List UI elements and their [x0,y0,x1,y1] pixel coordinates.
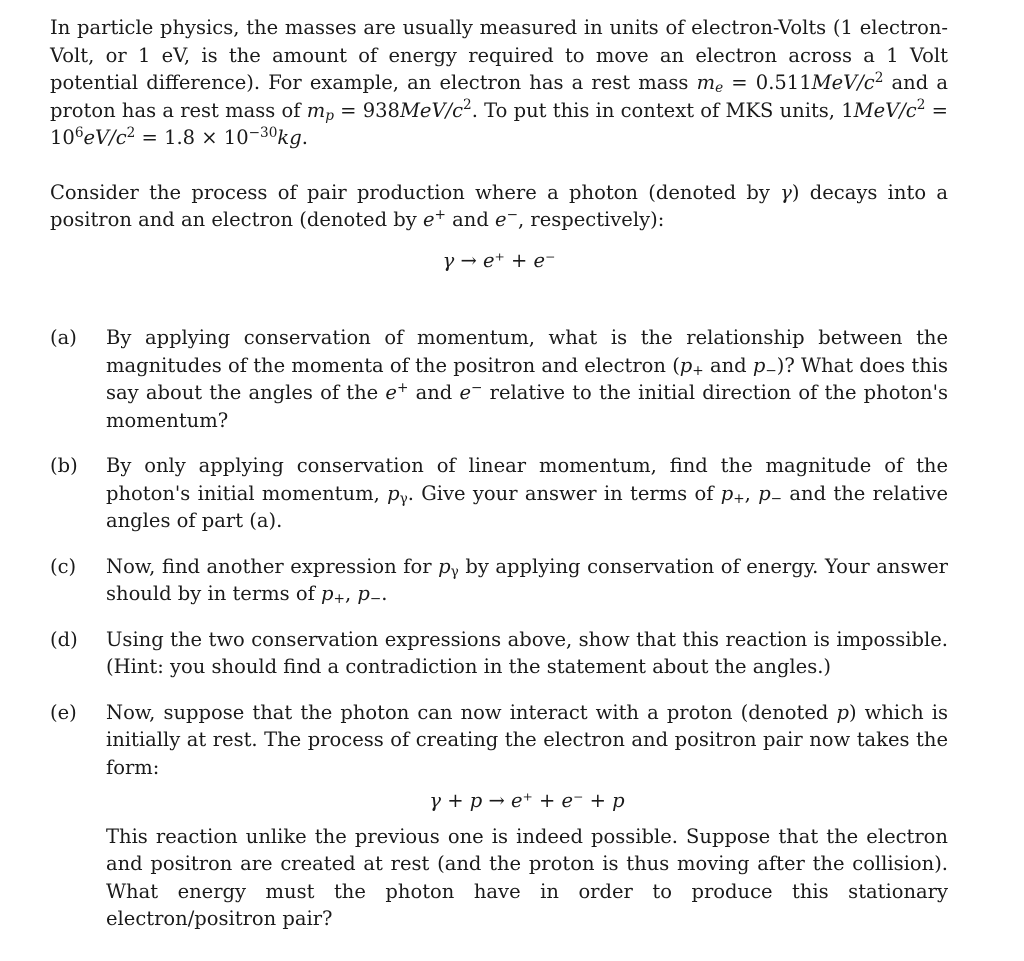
intro-text-3: . To put this in context of MKS units, 1 [471,98,854,122]
question-label: (d) [50,627,78,651]
gamma-symbol: γ [780,180,792,204]
equation-pair-production: γ → e⁺ + e⁻ [442,248,556,272]
conversion-kg: kg [277,126,302,149]
question-c: (c) Now, find another expression for $p_\gamma$ by applying conservation of energy. Your answer should by in terms of $p_+$, $p_-$. [50,554,949,608]
pair-production-paragraph: Consider the process of pair production where a photon (denoted by γ) decays into a positron and an electron (denoted by e+ and e−, respectively): [50,180,948,231]
proton-mass-symbol: $m_p$ [306,98,334,124]
conversion-unit-1: MeV/c [853,98,917,122]
electron-mass-symbol: $m_e$ [696,71,724,97]
electron-symbol: e [495,208,507,231]
question-b: (b) By only applying conservation of linear momentum, find the magnitude of the photon's initial momentum, $p_\gamma$. Give your answer in terms of $p_+$, $p_-$ and the relative angles of part (a). [50,452,948,535]
proton-mass-unit: MeV/c [399,98,464,122]
electron-mass-unit: MeV/c [811,71,875,94]
intro-paragraph: In particle physics, the masses are usually measured in units of electron-Volts (1 electron-Volt, or 1 eV, is the amount of energy required to move an electron across a 1 Volt potential difference). For example, an electron has a rest mass $m_e = 0.511MeV/c^2$ and a proton has a rest mass of $m_p = 938MeV/c^2$. To put this in context of MKS units, $1MeV/c^2 = 10^6eV/c^2 = 1.8 \times 10^{-30}kg$. [50,16,949,149]
intro-text-2: and a proton has a rest mass of [50,71,949,122]
question-label: (c) [50,554,77,578]
question-a: (a) By applying conservation of momentum, what is the relationship between the magnitudes of the momenta of the positron and electron ($p_+$ and $p_-$)? What does this say about the angles of the e+ and e− relative to the initial direction of the photon's momentum? [50,324,948,434]
question-label: (e) [50,700,77,724]
question-label: (b) [50,454,78,477]
positron-symbol: e [422,208,435,231]
electron-mass-value: = 0.511 [723,71,812,94]
question-list [50,324,948,933]
equation-with-proton: γ + p → e⁺ + e⁻ + p [429,789,625,812]
question-e-followup: This reaction unlike the previous one is indeed possible. Suppose that the electron and positron are created at rest (and the proton is thus moving after the collision). What energy must the photon have in order to produce this stationary electron/positron pair? [106,824,948,930]
question-e: (e) Now, suppose that the photon can now interact with a proton (denoted p) which is initially at rest. The process of creating the electron and positron pair now takes the form: γ + p → e⁺ + e⁻ + p This reaction unlike the previous one is indeed possible. Suppose that the electron and positron are created at rest (and the proton is thus moving after the collision). What energy must the photon have in order to produce this stationary electron/positron pair? [50,699,948,933]
intro-text: In particle physics, the masses are usually measured in units of electron-Volts (1 electron-Volt, or 1 eV, is the amount of energy required to move an electron across a 1 Volt potential difference). For example, an electron has a rest mass [50,16,948,94]
question-label: (a) [50,326,77,349]
conversion-unit-2: eV/c [83,126,127,149]
proton-mass-value: = 938 [333,98,400,122]
question-d: (d) Using the two conservation expressions above, show that this reaction is impossible. (Hint: you should find a contradiction in the statement about the angles.) [50,626,948,681]
